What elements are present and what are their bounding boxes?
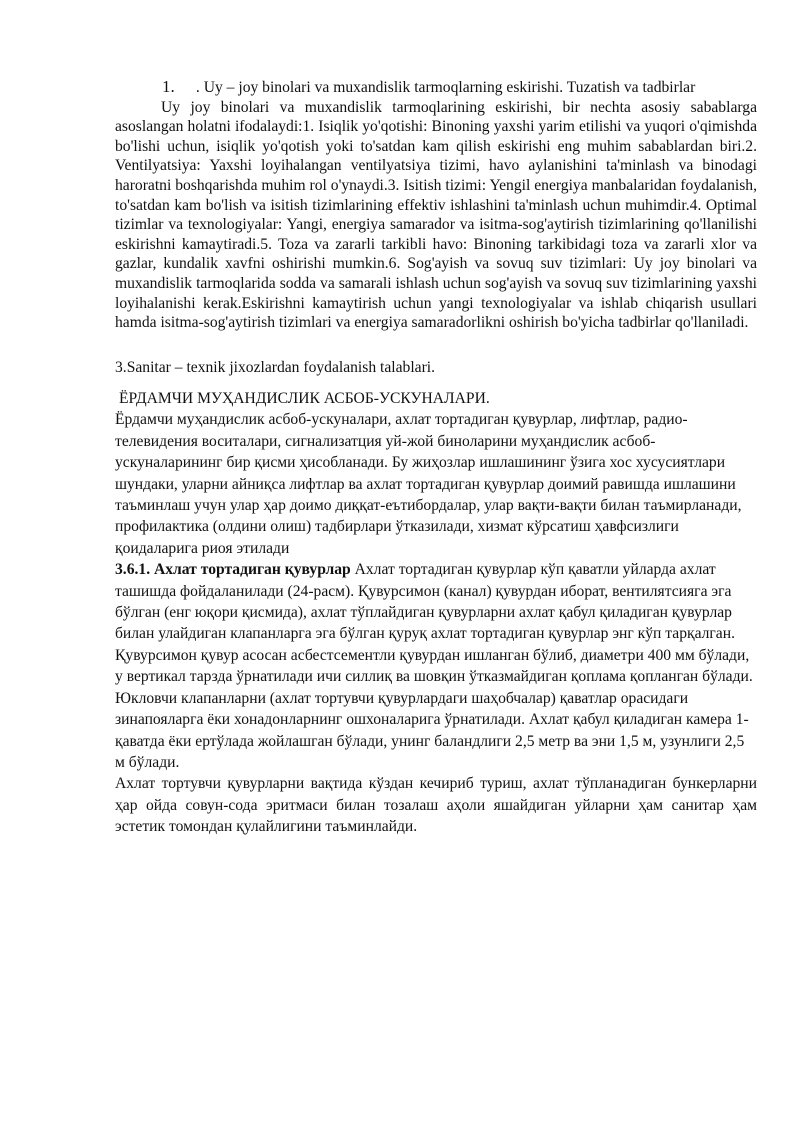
cyrillic-paragraph-2: [115, 559, 757, 773]
section-1-body: Uy joy binolari va muxandislik tarmoqlarining eskirishi, bir nechta asosiy sabablarga asoslangan holatni ifodalaydi:1. Isiqlik yo'qotishi: Binoning yaxshi yarim etilishi va yuqori o'qimishda bo'lishi uchun, isiqlik yo'qotish yoki to'satdan kam qilish eskirishi eng muhim sabablardan biri.2. Ventilyatsiya: Yaxshi loyihalangan ventilyatsiya tizimi, havo aylanishini ta'minlash va binodagi haroratni boshqarishda muhim rol o'ynaydi.3. Isitish tizimi: Yengil energiya manbalaridan foydalanish, to'satdan kam bo'lish va isitish tizimlarining effektiv ishlashini ta'minlash uchun muhimdir.4. Optimal tizimlar va texnologiyalar: Yangi, energiya samarador va isitma-sog'aytirish tizimlarining qo'llanilishi eskirishni kamaytiradi.5. Toza va zararli tarkibli havo: Binoning tarkibidagi toza va zararli xlor va gazlar, kundalik xavfni oshirishi mumkin.6. Sog'ayish va sovuq suv tizimlari: Uy joy binolari va muxandislik tarmoqlarida sodda va samarali ishlash uchun sog'ayish va sovuq suv tizimlarining yaxshi loyihalanishi kerak.Eskirishni kamaytirish uchun yangi texnologiyalar va ishlab chiqarish usullari hamda isitma-sog'aytirish tizimlari va energiya samaradorlikni oshirish bo'yicha tadbirlar qo'llaniladi.: [115, 98, 757, 332]
section-1: [115, 77, 757, 333]
section-1-title: . Uy – joy binolari va muxandislik tarmoqlarning eskirishi. Tuzatish va tadbirlar: [195, 79, 696, 96]
section-3-heading: 3.Sanitar – texnik jixozlardan foydalanish talablari.: [115, 359, 436, 376]
cyrillic-paragraph-3: Ахлат тортувчи қувурларни вақтида кўздан кечириб туриш, ахлат тўпланадиган бункерларни ҳар ойда совун-сода эритмаси билан тозалаш аҳоли яшайдиган уйларни ҳам санитар ҳам эстетик томондан қулайлигини таъминлайди.: [115, 775, 757, 836]
section-1-heading: [137, 77, 757, 98]
subsection-heading: 3.6.1. Ахлат тортадиган қувурлар: [115, 561, 351, 579]
cyrillic-title: ЁРДАМЧИ МУҲАНДИСЛИК АСБОБ-УСКУНАЛАРИ.: [119, 390, 490, 407]
list-number: 1.: [162, 77, 175, 96]
cyrillic-paragraph-1: Ёрдамчи муҳандислик асбоб-ускуналари, ахлат тортадиган қувурлар, лифтлар, радио-телевидения воситалари, сигнализатция уй-жой биноларини муҳандислик асбоб-ускуналарининг бир қисми ҳисобланади. Бу жиҳозлар ишлашининг ўзига хос хусусиятлари шундаки, уларни айниқса лифтлар ва ахлат тортадиган қувурлар доимий равишда ишлашини таъминлаш учун улар ҳар доимо диққат-еътибордалар, улар вақти-вақти билан таъмирланади, профилактика (олдини олиш) тадбирлари ўтказилади, хизмат кўрсатиш ҳавфсизлиги қоидаларига риоя этилади: [115, 411, 742, 557]
subsection-text: Ахлат тортадиган қувурлар кўп қаватли уйларда ахлат ташишда фойдаланилади (24-расм). Қувурсимон (канал) қувурдан иборат, вентилятсияга эга бўлган (енг юқори қисмида), ахлат тўплайдиган қувурларни ахлат қабул қиладиган қувурлар билан улайдиган клапанларга эга бўлган қуруқ ахлат тортадиган қувурлар энг кўп тарқалган. Қувурсимон қувур асосан асбестсементли қувурдан ишланган бўлиб, диаметри 400 мм бўлади, у вертикал тарзда ўрнатилади ичи силлиқ ва шовқин ўтказмайдиган қоплама қопланган бўлади. Юкловчи клапанларни (ахлат тортувчи қувурлардаги шаҳобчалар) қаватлар орасидаги зинапояларга ёки хонадонларнинг ошхоналарига ўрнатилади. Ахлат қабул қиладиган камера 1- қаватда ёки ертўлада жойлашган бўлади, унинг баландлиги 2,5 метр ва эни 1,5 м, узунлиги 2,5 м бўлади.: [115, 561, 753, 771]
cyrillic-section: [115, 388, 757, 838]
